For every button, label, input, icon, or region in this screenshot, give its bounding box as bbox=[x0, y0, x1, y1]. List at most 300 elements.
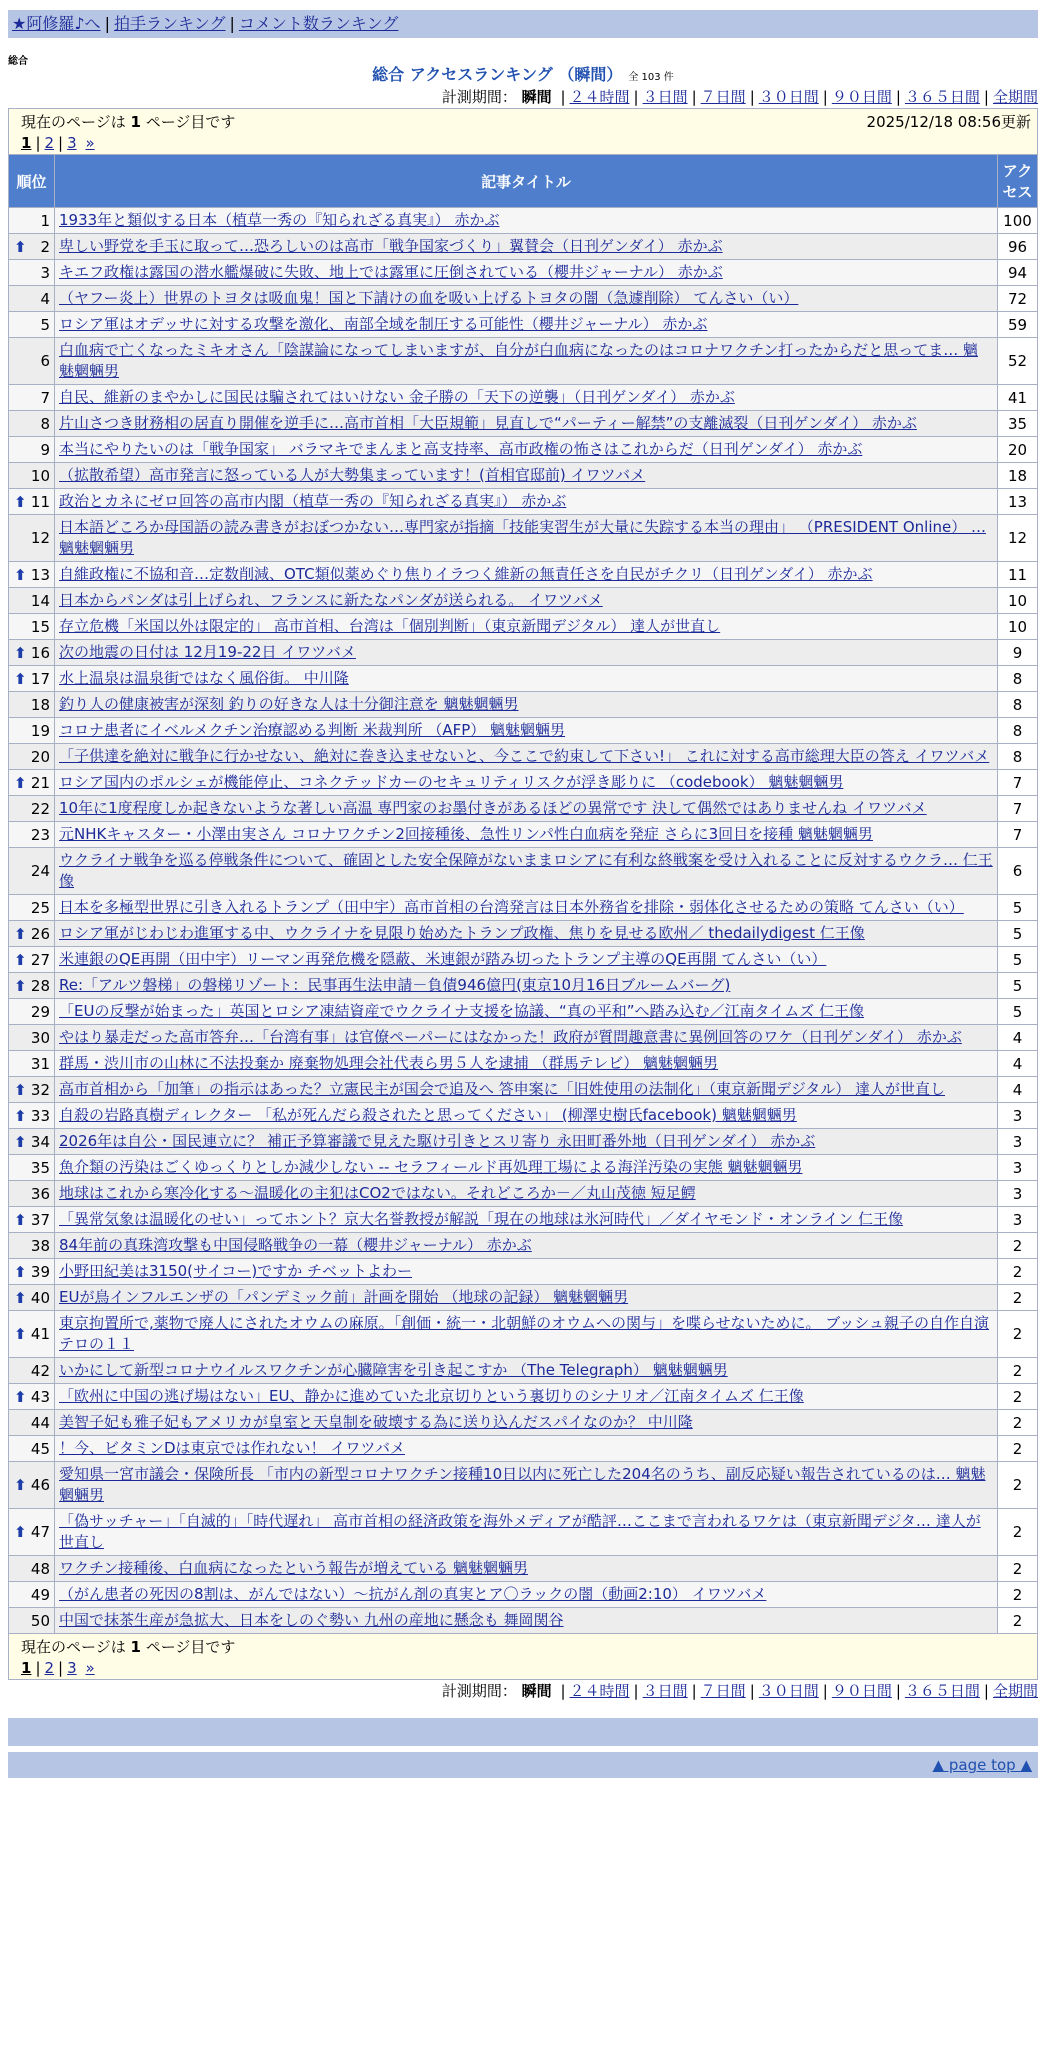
table-row bbox=[9, 515, 1038, 562]
rank-number: 21 bbox=[30, 773, 50, 792]
period-link[interactable]: ２４時間 bbox=[569, 1682, 630, 1700]
page-link-3[interactable]: 3 bbox=[67, 1659, 77, 1677]
article-link[interactable]: 1933年と類似する日本（植草一秀の『知られざる真実』） 赤かぶ bbox=[59, 211, 500, 229]
article-link[interactable]: 10年に1度程度しか起きないような著しい高温 専門家のお墨付きがあるほどの異常です 決して偶然ではありませんね イワツバメ bbox=[59, 799, 927, 817]
rank-cell bbox=[9, 1025, 55, 1051]
rank-up-arrow-icon: ⬆ bbox=[14, 1262, 27, 1281]
page-separator: | bbox=[58, 134, 64, 152]
period-link[interactable]: ３６５日間 bbox=[904, 1682, 980, 1700]
title-cell bbox=[55, 999, 998, 1025]
rank-cell bbox=[9, 489, 55, 515]
rank-cell bbox=[9, 338, 55, 385]
access-count: 7 bbox=[997, 770, 1037, 796]
access-count: 7 bbox=[997, 796, 1037, 822]
rank-number: 42 bbox=[30, 1361, 50, 1380]
updated-time: 2025/12/18 08:56更新 bbox=[866, 113, 1031, 131]
period-link[interactable]: ３６５日間 bbox=[904, 88, 980, 106]
rank-cell bbox=[9, 770, 55, 796]
top-nav bbox=[8, 10, 1038, 38]
rank-up-arrow-icon: ⬆ bbox=[14, 643, 27, 662]
title-cell bbox=[55, 1462, 998, 1509]
page-status-bottom: 現在のページは 1 ページ目です bbox=[21, 1638, 236, 1656]
rank-cell bbox=[9, 848, 55, 895]
rank-up-arrow-icon: ⬆ bbox=[14, 669, 27, 688]
page-link-2[interactable]: 2 bbox=[44, 134, 55, 152]
access-count: 9 bbox=[997, 640, 1037, 666]
rank-number: 20 bbox=[30, 747, 50, 766]
table-row bbox=[9, 1462, 1038, 1509]
rank-cell bbox=[9, 1462, 55, 1509]
rank-cell bbox=[9, 921, 55, 947]
access-count: 12 bbox=[997, 515, 1037, 562]
access-count: 2 bbox=[997, 1233, 1037, 1259]
access-count: 2 bbox=[997, 1259, 1037, 1285]
period-separator: | bbox=[983, 1682, 989, 1700]
rank-up-arrow-icon: ⬆ bbox=[14, 1106, 27, 1125]
table-row bbox=[9, 1582, 1038, 1608]
title-cell bbox=[55, 1410, 998, 1436]
access-count: 8 bbox=[997, 718, 1037, 744]
article-link[interactable]: 卑しい野党を手玉に取って…恐ろしいのは高市「戦争国家づくり」翼賛会（日刊ゲンダイ） 赤かぶ bbox=[59, 237, 723, 255]
title-cell bbox=[55, 1285, 998, 1311]
title-cell bbox=[55, 286, 998, 312]
access-count: 2 bbox=[997, 1384, 1037, 1410]
rank-number: 45 bbox=[30, 1439, 50, 1458]
table-row bbox=[9, 947, 1038, 973]
rank-up-arrow-icon: ⬆ bbox=[14, 1523, 27, 1541]
article-link[interactable]: 群馬・渋川市の山林に不法投棄か 廃棄物処理会社代表ら男５人を逮捕 （群馬テレビ） 魑魅魍魎男 bbox=[59, 1054, 719, 1072]
rank-cell bbox=[9, 1582, 55, 1608]
page-title-line bbox=[8, 64, 1038, 86]
article-link[interactable]: コロナ患者にイベルメクチン治療認める判断 米裁判所 （AFP） 魑魅魍魎男 bbox=[59, 721, 566, 739]
period-separator: | bbox=[895, 88, 901, 106]
rank-cell bbox=[9, 999, 55, 1025]
period-separator: | bbox=[822, 1682, 828, 1700]
pager-bottom bbox=[9, 1634, 1038, 1680]
article-link[interactable]: 2026年は自公・国民連立に？ 補正予算審議で見えた駆け引きとスリ寄り 永田町番外地（日刊ゲンダイ） 赤かぶ bbox=[59, 1132, 816, 1150]
article-link[interactable]: 地球はこれから寒冷化する～温暖化の主犯はCO2ではない。それどころか－／丸山茂徳 短足鰐 bbox=[59, 1184, 696, 1202]
access-count: 96 bbox=[997, 234, 1037, 260]
rank-number: 2 bbox=[40, 237, 50, 256]
rank-cell bbox=[9, 286, 55, 312]
access-count: 2 bbox=[997, 1311, 1037, 1358]
rank-cell bbox=[9, 1051, 55, 1077]
rank-number: 19 bbox=[30, 721, 50, 740]
title-cell bbox=[55, 692, 998, 718]
article-link[interactable]: 中国で抹茶生産が急拡大、日本をしのぐ勢い 九州の産地に懸念も 舞岡関谷 bbox=[59, 1611, 564, 1629]
access-count: 2 bbox=[997, 1285, 1037, 1311]
period-link[interactable]: ３０日間 bbox=[758, 88, 819, 106]
title-cell bbox=[55, 1207, 998, 1233]
rank-cell bbox=[9, 1358, 55, 1384]
access-count: 18 bbox=[997, 463, 1037, 489]
access-count: 11 bbox=[997, 562, 1037, 588]
title-cell bbox=[55, 744, 998, 770]
article-link[interactable]: キエフ政権は露国の潜水艦爆破に失敗、地上では露軍に圧倒されている（櫻井ジャーナル） 赤かぶ bbox=[59, 263, 723, 281]
table-row bbox=[9, 692, 1038, 718]
rank-cell bbox=[9, 822, 55, 848]
period-link[interactable]: 全期間 bbox=[992, 1682, 1038, 1700]
period-link[interactable]: ３０日間 bbox=[758, 1682, 819, 1700]
page-top-link[interactable]: ▲ page top ▲ bbox=[932, 1756, 1032, 1774]
article-link[interactable]: 政治とカネにゼロ回答の高市内閣（植草一秀の『知られざる真実』） 赤かぶ bbox=[59, 492, 567, 510]
page-status-number: 1 bbox=[130, 1638, 141, 1656]
table-row bbox=[9, 666, 1038, 692]
access-count: 5 bbox=[997, 999, 1037, 1025]
rank-up-arrow-icon: ⬆ bbox=[14, 1325, 27, 1343]
article-link[interactable]: （ヤフー炎上）世界のトヨタは吸血鬼！国と下請けの血を吸い上げるトヨタの闇（急遽削除） てんさい（い） bbox=[59, 289, 799, 307]
rank-cell bbox=[9, 1285, 55, 1311]
article-link[interactable]: 米連銀のQE再開（田中宇）リーマン再発危機を隠蔽、米連銀が踏み切ったトランプ主導のQE再開 てんさい（い） bbox=[59, 950, 827, 968]
next-page-link[interactable]: » bbox=[85, 1659, 95, 1677]
table-row bbox=[9, 1358, 1038, 1384]
article-link[interactable]: 高市首相から「加筆」の指示はあった？立憲民主が国会で追及へ 答申案に「旧姓使用の法制化」（東京新聞デジタル） 達人が世直し bbox=[59, 1080, 945, 1098]
header-access: アクセス bbox=[997, 155, 1037, 208]
rank-cell bbox=[9, 1556, 55, 1582]
period-links bbox=[556, 88, 1038, 106]
table-row bbox=[9, 1384, 1038, 1410]
table-row bbox=[9, 260, 1038, 286]
article-link[interactable]: ワクチン接種後、白血病になったという報告が増えている 魑魅魍魎男 bbox=[59, 1559, 529, 1577]
article-link[interactable]: 「異常気象は温暖化のせい」ってホント？京大名誉教授が解説「現在の地球は氷河時代」／ダイヤモンド・オンライン 仁王像 bbox=[59, 1210, 904, 1228]
title-cell bbox=[55, 1608, 998, 1634]
access-count: 52 bbox=[997, 338, 1037, 385]
rank-number: 23 bbox=[30, 825, 50, 844]
title-cell bbox=[55, 562, 998, 588]
rank-number: 18 bbox=[30, 695, 50, 714]
table-row bbox=[9, 1436, 1038, 1462]
rank-cell bbox=[9, 692, 55, 718]
access-count: 5 bbox=[997, 973, 1037, 999]
title-cell bbox=[55, 614, 998, 640]
rank-number: 24 bbox=[30, 862, 50, 880]
rank-up-arrow-icon: ⬆ bbox=[14, 950, 27, 969]
rank-cell bbox=[9, 1129, 55, 1155]
rank-number: 48 bbox=[30, 1559, 50, 1578]
period-link[interactable]: ９０日間 bbox=[831, 88, 892, 106]
rank-cell bbox=[9, 666, 55, 692]
rank-number: 34 bbox=[30, 1132, 50, 1151]
rank-number: 4 bbox=[40, 289, 50, 308]
title-cell bbox=[55, 1582, 998, 1608]
page-separator: | bbox=[35, 1659, 41, 1677]
access-count: 2 bbox=[997, 1462, 1037, 1509]
table-row bbox=[9, 1509, 1038, 1556]
rank-number: 11 bbox=[30, 492, 50, 511]
page-title: 総合 アクセスランキング （瞬間） bbox=[372, 65, 623, 84]
article-link[interactable]: 日本からパンダは引上げられ、フランスに新たなパンダが送られる。 イワツバメ bbox=[59, 591, 603, 609]
pager-top bbox=[9, 109, 1038, 155]
nav-link-applause-ranking[interactable]: 拍手ランキング bbox=[113, 14, 226, 33]
rank-cell bbox=[9, 1410, 55, 1436]
rank-cell bbox=[9, 234, 55, 260]
rank-cell bbox=[9, 796, 55, 822]
article-link[interactable]: 次の地震の日付は 12月19-22日 イワツバメ bbox=[59, 643, 356, 661]
article-link[interactable]: 東京拘置所で,薬物で廃人にされたオウムの麻原。「創価・統一・北朝鮮のオウムへの関与」を喋らせないために。 ブッシュ親子の自作自演テロの１１ bbox=[59, 1314, 989, 1353]
article-link[interactable]: 「偽サッチャー」「自滅的」「時代遅れ」 高市首相の経済政策を海外メディアが酷評…ここまで言われるワケは（東京新聞デジタ… 達人が世直し bbox=[59, 1512, 981, 1551]
rank-number: 15 bbox=[30, 617, 50, 636]
table-row bbox=[9, 234, 1038, 260]
table-row bbox=[9, 973, 1038, 999]
title-cell bbox=[55, 1436, 998, 1462]
period-separator: | bbox=[560, 88, 566, 106]
article-link[interactable]: ロシア軍がじわじわ進軍する中、ウクライナを見限り始めたトランプ政権、焦りを見せる欧州／ thedailydigest 仁王像 bbox=[59, 924, 865, 942]
article-link[interactable]: ウクライナ戦争を巡る停戦条件について、確固とした安全保障がないままロシアに有利な終戦案を受け入れることに反対するウクラ… 仁王像 bbox=[59, 851, 993, 890]
period-link[interactable]: ３日間 bbox=[642, 88, 688, 106]
rank-up-arrow-icon: ⬆ bbox=[14, 1132, 27, 1151]
rank-up-arrow-icon: ⬆ bbox=[14, 237, 27, 256]
rank-number: 8 bbox=[40, 414, 50, 433]
rank-number: 35 bbox=[30, 1158, 50, 1177]
page-link-1: 1 bbox=[21, 134, 32, 152]
title-cell bbox=[55, 1077, 998, 1103]
page-separator: | bbox=[35, 134, 41, 152]
period-separator: | bbox=[691, 1682, 697, 1700]
access-count: 13 bbox=[997, 489, 1037, 515]
title-cell bbox=[55, 312, 998, 338]
rank-number: 36 bbox=[30, 1184, 50, 1203]
period-link[interactable]: ２４時間 bbox=[569, 88, 630, 106]
title-cell bbox=[55, 1103, 998, 1129]
rank-cell bbox=[9, 463, 55, 489]
table-header-row bbox=[9, 155, 1038, 208]
table-row bbox=[9, 848, 1038, 895]
article-link[interactable]: やはり暴走だった高市答弁…「台湾有事」は官僚ペーパーにはなかった！政府が質問趣意書に異例回答のワケ（日刊ゲンダイ） 赤かぶ bbox=[59, 1028, 962, 1046]
title-cell bbox=[55, 1384, 998, 1410]
rank-number: 3 bbox=[40, 263, 50, 282]
access-count: 100 bbox=[997, 208, 1037, 234]
rank-cell bbox=[9, 1103, 55, 1129]
rank-cell bbox=[9, 895, 55, 921]
page-link-2[interactable]: 2 bbox=[44, 1659, 55, 1677]
access-count: 94 bbox=[997, 260, 1037, 286]
rank-number: 47 bbox=[30, 1523, 50, 1541]
table-row bbox=[9, 1181, 1038, 1207]
table-row bbox=[9, 999, 1038, 1025]
page-links bbox=[9, 132, 1037, 154]
access-count: 4 bbox=[997, 1077, 1037, 1103]
article-link[interactable]: 美智子妃も雅子妃もアメリカが皇室と天皇制を破壊する為に送り込んだスパイなのか？ 中川隆 bbox=[59, 1413, 693, 1431]
nav-separator: | bbox=[104, 14, 110, 33]
period-separator: | bbox=[691, 88, 697, 106]
table-row bbox=[9, 895, 1038, 921]
article-link[interactable]: （がん患者の死因の8割は、がんではない）～抗がん剤の真実とア〇ラックの闇（動画2:10） イワツバメ bbox=[59, 1585, 767, 1603]
title-cell bbox=[55, 1311, 998, 1358]
access-count: 8 bbox=[997, 744, 1037, 770]
article-link[interactable]: 釣り人の健康被害が深刻 釣りの好きな人は十分御注意を 魑魅魍魎男 bbox=[59, 695, 519, 713]
rank-number: 32 bbox=[30, 1080, 50, 1099]
access-count: 10 bbox=[997, 614, 1037, 640]
table-row bbox=[9, 718, 1038, 744]
article-link[interactable]: ロシア国内のポルシェが機能停止、コネクテッドカーのセキュリティリスクが浮き彫りに （codebook） 魑魅魍魎男 bbox=[59, 773, 844, 791]
article-link[interactable]: 水上温泉は温泉街ではなく風俗街。 中川隆 bbox=[59, 669, 349, 687]
table-row bbox=[9, 822, 1038, 848]
title-cell bbox=[55, 1233, 998, 1259]
article-link[interactable]: ！今、ビタミンDは東京では作れない！ イワツバメ bbox=[59, 1439, 406, 1457]
rank-cell bbox=[9, 1259, 55, 1285]
rank-cell bbox=[9, 588, 55, 614]
article-link[interactable]: 「欧州に中国の逃げ場はない」EU、静かに進めていた北京切りという裏切りのシナリオ／江南タイムズ 仁王像 bbox=[59, 1387, 804, 1405]
period-separator: | bbox=[749, 1682, 755, 1700]
rank-number: 40 bbox=[30, 1288, 50, 1307]
article-link[interactable]: 「EUの反撃が始まった」英国とロシア凍結資産でウクライナ支援を協議、“真の平和”へ踏み込む／江南タイムズ 仁王像 bbox=[59, 1002, 865, 1020]
access-count: 2 bbox=[997, 1556, 1037, 1582]
rank-number: 7 bbox=[40, 388, 50, 407]
rank-cell bbox=[9, 1608, 55, 1634]
rank-number: 26 bbox=[30, 924, 50, 943]
period-separator: | bbox=[633, 1682, 639, 1700]
title-cell bbox=[55, 666, 998, 692]
rank-cell bbox=[9, 260, 55, 286]
rank-up-arrow-icon: ⬆ bbox=[14, 976, 27, 995]
rank-number: 37 bbox=[30, 1210, 50, 1229]
period-link[interactable]: 全期間 bbox=[992, 88, 1038, 106]
title-cell bbox=[55, 515, 998, 562]
article-link[interactable]: 片山さつき財務相の居直り開催を逆手に…高市首相「大臣規範」見直しで“パーティー解禁”の支離滅裂（日刊ゲンダイ） 赤かぶ bbox=[59, 414, 917, 432]
period-label: 計測期間： bbox=[441, 1682, 517, 1700]
nav-link-asyura[interactable]: ★阿修羅♪へ bbox=[12, 14, 101, 33]
rank-cell bbox=[9, 640, 55, 666]
period-selector-bottom bbox=[8, 1680, 1038, 1702]
title-cell bbox=[55, 1181, 998, 1207]
rank-cell bbox=[9, 385, 55, 411]
table-row bbox=[9, 562, 1038, 588]
rank-number: 10 bbox=[30, 466, 50, 485]
article-link[interactable]: 小野田紀美は3150(サイコー)ですか チベットよわー bbox=[59, 1262, 412, 1280]
title-cell bbox=[55, 1509, 998, 1556]
article-link[interactable]: 日本語どころか母国語の読み書きがおぼつかない…専門家が指摘「技能実習生が大量に失踪する本当の理由」 （PRESIDENT Online） … 魑魅魍魎男 bbox=[59, 518, 986, 557]
title-cell bbox=[55, 1259, 998, 1285]
period-separator: | bbox=[633, 88, 639, 106]
rank-number: 31 bbox=[30, 1054, 50, 1073]
title-cell bbox=[55, 640, 998, 666]
article-link[interactable]: いかにして新型コロナウイルスワクチンが心臓障害を引き起こすか （The Telegraph） 魑魅魍魎男 bbox=[59, 1361, 728, 1379]
rank-number: 9 bbox=[40, 440, 50, 459]
rank-number: 22 bbox=[30, 799, 50, 818]
title-cell bbox=[55, 437, 998, 463]
title-cell bbox=[55, 921, 998, 947]
article-link[interactable]: 自殺の岩路真樹ディレクター 「私が死んだら殺されたと思ってください」 (柳澤史樹氏facebook) 魑魅魍魎男 bbox=[59, 1106, 797, 1124]
access-count: 2 bbox=[997, 1582, 1037, 1608]
table-row bbox=[9, 312, 1038, 338]
rank-number: 13 bbox=[30, 565, 50, 584]
article-link[interactable]: 魚介類の汚染はごくゆっくりとしか減少しない -- セラフィールド再処理工場による海洋汚染の実態 魑魅魍魎男 bbox=[59, 1158, 803, 1176]
period-separator: | bbox=[895, 1682, 901, 1700]
rank-cell bbox=[9, 1311, 55, 1358]
article-link[interactable]: ロシア軍はオデッサに対する攻撃を激化、南部全域を制圧する可能性（櫻井ジャーナル） 赤かぶ bbox=[59, 315, 708, 333]
table-row bbox=[9, 489, 1038, 515]
access-count: 41 bbox=[997, 385, 1037, 411]
rank-cell bbox=[9, 1155, 55, 1181]
article-link[interactable]: EUが鳥インフルエンザの「パンデミック前」計画を開始 （地球の記録） 魑魅魍魎男 bbox=[59, 1288, 629, 1306]
header-title: 記事タイトル bbox=[55, 155, 998, 208]
article-link[interactable]: （拡散希望）高市発言に怒っている人が大勢集まっています！(首相官邸前) イワツバメ bbox=[59, 466, 646, 484]
article-link[interactable]: 愛知県一宮市議会・保険所長 「市内の新型コロナワクチン接種10日以内に死亡した204名のうち、副反応疑い報告されているのは… 魑魅魍魎男 bbox=[59, 1465, 986, 1504]
header-rank: 順位 bbox=[9, 155, 55, 208]
access-count: 3 bbox=[997, 1155, 1037, 1181]
rank-cell bbox=[9, 744, 55, 770]
period-separator: | bbox=[822, 88, 828, 106]
table-row bbox=[9, 1129, 1038, 1155]
title-cell bbox=[55, 1155, 998, 1181]
article-link[interactable]: 自維政権に不協和音…定数削減、OTC類似薬めぐり焦りイラつく維新の無責任さを自民がチクリ（日刊ゲンダイ） 赤かぶ bbox=[59, 565, 873, 583]
page-link-1: 1 bbox=[21, 1659, 32, 1677]
rank-up-arrow-icon: ⬆ bbox=[14, 924, 27, 943]
article-link[interactable]: 存立危機「米国以外は限定的」 高市首相、台湾は「個別判断」（東京新聞デジタル） 達人が世直し bbox=[59, 617, 721, 635]
access-count: 2 bbox=[997, 1509, 1037, 1556]
table-row bbox=[9, 1233, 1038, 1259]
access-count: 8 bbox=[997, 692, 1037, 718]
rank-up-arrow-icon: ⬆ bbox=[14, 1210, 27, 1229]
table-row bbox=[9, 1155, 1038, 1181]
table-row bbox=[9, 796, 1038, 822]
title-cell bbox=[55, 411, 998, 437]
table-row bbox=[9, 744, 1038, 770]
article-link[interactable]: 「子供達を絶対に戦争に行かせない、絶対に巻き込ませないと、今ここで約束して下さい!」 これに対する高市総理大臣の答え イワツバメ bbox=[59, 747, 990, 765]
article-link[interactable]: 自民、維新のまやかしに国民は騙されてはいけない 金子勝の「天下の逆襲」（日刊ゲンダイ） 赤かぶ bbox=[59, 388, 735, 406]
rank-up-arrow-icon: ⬆ bbox=[14, 1387, 27, 1406]
period-separator: | bbox=[983, 88, 989, 106]
rank-number: 50 bbox=[30, 1611, 50, 1630]
article-link[interactable]: 白血病で亡くなったミキオさん「陰謀論になってしまいますが、自分が白血病になったのはコロナワクチン打ったからだと思ってま… 魑魅魍魎男 bbox=[59, 341, 979, 380]
table-row bbox=[9, 338, 1038, 385]
period-current: 瞬間 bbox=[521, 88, 552, 106]
rank-number: 12 bbox=[30, 529, 50, 547]
table-row bbox=[9, 411, 1038, 437]
period-link[interactable]: ７日間 bbox=[700, 1682, 746, 1700]
article-link[interactable]: 日本を多極型世界に引き入れるトランプ（田中宇）高市首相の台湾発言は日本外務省を排除・弱体化させるための策略 てんさい（い） bbox=[59, 898, 964, 916]
rank-number: 28 bbox=[30, 976, 50, 995]
page-links-bottom bbox=[9, 1657, 1037, 1679]
table-row bbox=[9, 640, 1038, 666]
table-row bbox=[9, 1285, 1038, 1311]
table-row bbox=[9, 588, 1038, 614]
period-link[interactable]: ３日間 bbox=[642, 1682, 688, 1700]
pager-status-bar bbox=[9, 109, 1037, 132]
page-status: 現在のページは 1 ページ目です bbox=[21, 113, 236, 131]
title-cell bbox=[55, 1025, 998, 1051]
table-row bbox=[9, 1410, 1038, 1436]
nav-link-comment-ranking[interactable]: コメント数ランキング bbox=[238, 14, 399, 33]
title-cell bbox=[55, 796, 998, 822]
rank-number: 44 bbox=[30, 1413, 50, 1432]
period-link[interactable]: ９０日間 bbox=[831, 1682, 892, 1700]
rank-cell bbox=[9, 1233, 55, 1259]
access-count: 2 bbox=[997, 1608, 1037, 1634]
rank-cell bbox=[9, 1181, 55, 1207]
title-cell bbox=[55, 208, 998, 234]
rank-cell bbox=[9, 515, 55, 562]
period-link[interactable]: ７日間 bbox=[700, 88, 746, 106]
article-link[interactable]: 本当にやりたいのは「戦争国家」 バラマキでまんまと高支持率、高市政権の怖さはこれからだ（日刊ゲンダイ） 赤かぶ bbox=[59, 440, 863, 458]
table-row bbox=[9, 614, 1038, 640]
access-count: 3 bbox=[997, 1181, 1037, 1207]
rank-number: 49 bbox=[30, 1585, 50, 1604]
article-link[interactable]: 元NHKキャスター・小澤由実さん コロナワクチン2回接種後、急性リンパ性白血病を発症 さらに3回目を接種 魑魅魍魎男 bbox=[59, 825, 873, 843]
article-link[interactable]: 84年前の真珠湾攻撃も中国侵略戦争の一幕（櫻井ジャーナル） 赤かぶ bbox=[59, 1236, 532, 1254]
access-count: 3 bbox=[997, 1103, 1037, 1129]
rank-up-arrow-icon: ⬆ bbox=[14, 1288, 27, 1307]
page-link-3[interactable]: 3 bbox=[67, 134, 77, 152]
access-count: 72 bbox=[997, 286, 1037, 312]
page-top-bar bbox=[8, 1752, 1038, 1778]
access-count: 8 bbox=[997, 666, 1037, 692]
access-count: 3 bbox=[997, 1207, 1037, 1233]
rank-number: 43 bbox=[30, 1387, 50, 1406]
rank-cell bbox=[9, 208, 55, 234]
article-link[interactable]: Re:「アルツ磐梯」の磐梯リゾート：民事再生法申請－負債946億円(東京10月16日ブルームバーグ) bbox=[59, 976, 731, 994]
next-page-link[interactable]: » bbox=[85, 134, 95, 152]
